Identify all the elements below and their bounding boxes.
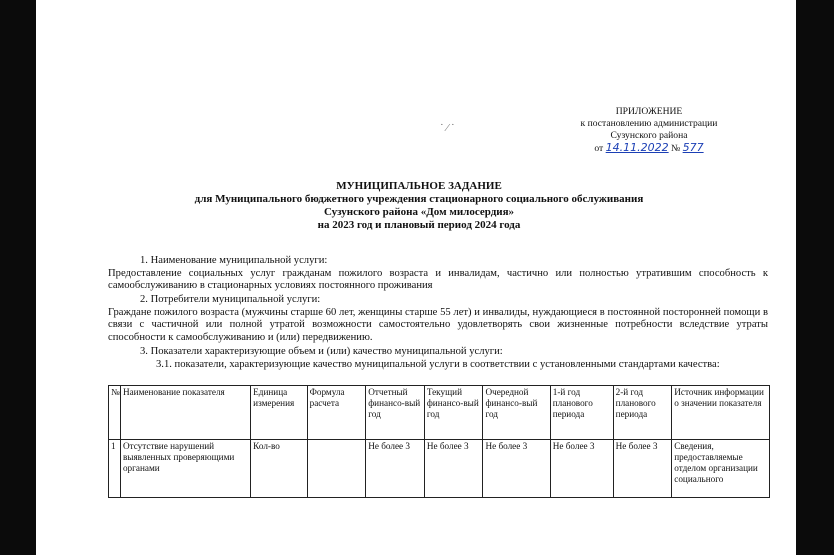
table-cell: Кол-во xyxy=(251,440,307,498)
header-cell: Отчетный финансо-вый год xyxy=(366,386,425,440)
table-cell xyxy=(307,440,366,498)
section-3-heading: 3. Показатели характеризующие объем и (или) качество муниципальной услуги: xyxy=(140,346,503,357)
quality-indicators-table xyxy=(108,385,770,498)
section-2 xyxy=(108,294,768,344)
table-cell: Отсутствие нарушений выявленных проверяющими органами xyxy=(120,440,250,498)
section-1 xyxy=(108,255,768,293)
header-cell: Текущий финансо-вый год xyxy=(424,386,483,440)
section-3 xyxy=(108,346,768,371)
appendix-date-line xyxy=(554,142,744,155)
title-line-3: Сузунского района «Дом милосердия» xyxy=(323,206,515,218)
header-cell: Источник информации о значении показателя xyxy=(672,386,770,440)
table-cell: Сведения, предоставляемые отделом организации социального xyxy=(672,440,770,498)
header-cell: Наименование показателя xyxy=(120,386,250,440)
table-cell: Не более 3 xyxy=(424,440,483,498)
table-header-row xyxy=(109,386,770,440)
date-prefix: от xyxy=(594,143,604,154)
scan-artifact: ˙ ⁄ ˙ xyxy=(440,122,455,134)
section-1-text: Предоставление социальных услуг гражданам пожилого возраста и инвалидам, частично или полностью утратившим способность к самообслуживанию в стационарных условиях постоянного проживания xyxy=(108,267,768,292)
number-prefix: № xyxy=(671,143,681,154)
header-cell: Очередной финансо-вый год xyxy=(483,386,550,440)
table-cell: Не более 3 xyxy=(483,440,550,498)
handwritten-number: 577 xyxy=(682,141,704,154)
section-3-1-text: 3.1. показатели, характеризующие качество муниципальной услуги в соответствии с установленными стандартами качества: xyxy=(156,358,720,370)
appendix-header xyxy=(554,106,744,155)
title-line-4: на 2023 год и плановый период 2024 года xyxy=(317,219,521,231)
table-cell: Не более 3 xyxy=(366,440,425,498)
appendix-subtitle: к постановлению администрации xyxy=(580,118,718,129)
header-cell: № xyxy=(109,386,121,440)
appendix-district: Сузунского района xyxy=(610,130,688,141)
table-cell: 1 xyxy=(109,440,121,498)
title-line-1: МУНИЦИПАЛЬНОЕ ЗАДАНИЕ xyxy=(336,180,502,192)
document-title xyxy=(96,180,742,232)
section-1-heading: 1. Наименование муниципальной услуги: xyxy=(140,255,328,266)
title-line-2: для Муниципального бюджетного учреждения стационарного социального обслуживания xyxy=(194,193,644,205)
table-cell: Не более 3 xyxy=(613,440,672,498)
header-cell: 1-й год планового периода xyxy=(550,386,613,440)
table-row xyxy=(109,440,770,498)
handwritten-date: 14.11.2022 xyxy=(605,141,669,154)
header-cell: Единица измерения xyxy=(251,386,307,440)
section-2-text: Граждане пожилого возраста (мужчины старше 60 лет, женщины старше 55 лет) и инвалиды, нуждающиеся в постоянной посторонней помощи в связи с частичной или полной утратой возможности самостоятельно удовлетворять свои жизненные потребности вследствие утраты способности к самообслуживанию и (или) передвижению. xyxy=(108,306,768,343)
header-cell: Формула расчета xyxy=(307,386,366,440)
section-2-heading: 2. Потребители муниципальной услуги: xyxy=(140,294,321,305)
header-cell: 2-й год планового периода xyxy=(613,386,672,440)
table-cell: Не более 3 xyxy=(550,440,613,498)
appendix-title: ПРИЛОЖЕНИЕ xyxy=(615,106,683,117)
document-page xyxy=(36,0,796,555)
